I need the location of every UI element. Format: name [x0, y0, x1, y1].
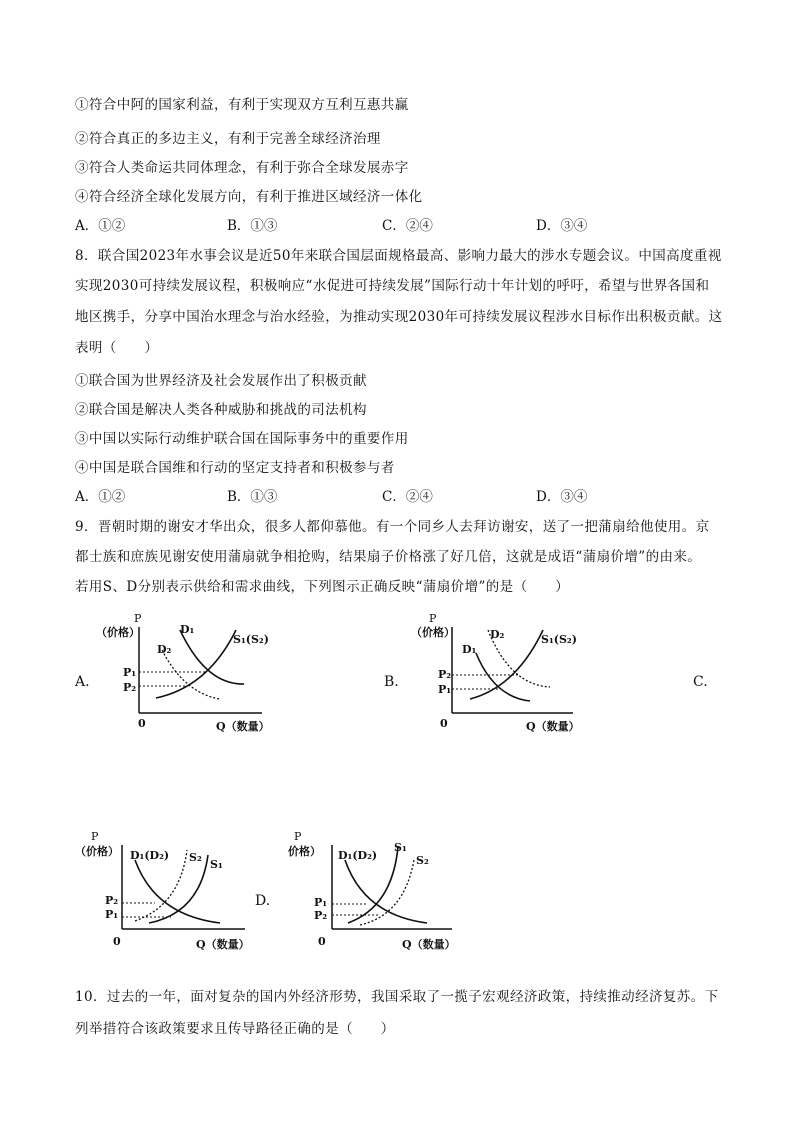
- q7-option-d: D．③④: [536, 218, 588, 234]
- curve-label-d1: D₁: [180, 623, 195, 636]
- quantity-axis-title: Q（数量）: [196, 938, 250, 951]
- curve-label-s2: S₂: [189, 851, 202, 864]
- price-axis-title: P: [91, 830, 99, 843]
- supply-demand-graph-c: [75, 825, 275, 955]
- quantity-axis-title: Q（数量）: [526, 720, 580, 733]
- price-label-p2: P₂: [105, 894, 119, 907]
- price-label-p2: P₂: [123, 681, 137, 694]
- q9-label-c: C.: [693, 674, 708, 690]
- q8-option-b: B．①③: [227, 489, 278, 505]
- price-label-p1: P₁: [123, 666, 137, 679]
- curve-label-d1d2: D₁(D₂): [338, 849, 378, 862]
- q8-statement-3: ③中国以实际行动维护联合国在国际事务中的重要作用: [75, 431, 409, 447]
- q8-statement-2: ②联合国是解决人类各种威胁和挑战的司法机构: [75, 402, 367, 418]
- q8-option-c: C．②④: [382, 489, 433, 505]
- q10-stem-line-2: 列举措符合该政策要求且传导路径正确的是（ ）: [75, 1021, 395, 1037]
- price-axis-unit: 价格）: [288, 845, 321, 858]
- q9-stem-line-3: 若用S、D分别表示供给和需求曲线，下列图示正确反映“蒲扇价增”的是（ ）: [75, 579, 570, 595]
- curve-label-d2: D₂: [157, 643, 172, 656]
- quantity-axis-title: Q（数量）: [402, 938, 456, 951]
- q9-label-a: A.: [75, 674, 90, 690]
- origin-label: 0: [113, 935, 121, 948]
- q7-option-c: C．②④: [382, 218, 433, 234]
- curve-label-d1: D₁: [462, 643, 477, 656]
- price-axis-title: P: [429, 612, 437, 625]
- price-axis-unit: （价格）: [411, 626, 455, 639]
- supply-demand-graph-b: [398, 605, 598, 735]
- q7-statement-3: ③符合人类命运共同体理念，有利于弥合全球发展赤字: [75, 160, 409, 176]
- q9-stem-line-2: 都士族和庶族见谢安使用蒲扇就争相抢购，结果扇子价格涨了好几倍，这就是成语“蒲扇价增”的由来。: [75, 549, 702, 565]
- price-label-p2: P₂: [314, 909, 328, 922]
- curve-label-s1: S₁: [210, 858, 223, 871]
- supply-curve-s1: [156, 630, 236, 698]
- price-axis-unit: （价格）: [96, 626, 140, 639]
- q9-label-d: D.: [255, 893, 271, 909]
- curve-label-s1s2: S₁(S₂): [541, 633, 577, 646]
- origin-label: 0: [318, 935, 326, 948]
- q8-stem-line-4: 表明（ ）: [75, 340, 159, 356]
- price-axis-unit: （价格）: [75, 845, 119, 858]
- curve-label-d2: D₂: [490, 628, 505, 641]
- q7-option-a: A．①②: [75, 218, 126, 234]
- q7-statement-2: ②符合真正的多边主义，有利于完善全球经济治理: [75, 131, 381, 147]
- price-label-p2: P₂: [438, 668, 452, 681]
- q9-stem-line-1: 9．晋朝时期的谢安才华出众，很多人都仰慕他。有一个同乡人去拜访谢安，送了一把蒲扇给他使用。京: [75, 519, 710, 535]
- q8-stem-line-1: 8．联合国2023年水事会议是近50年来联合国层面规格最高、影响力最大的涉水专题会议。中国高度重视: [75, 248, 722, 264]
- q10-stem-line-1: 10．过去的一年，面对复杂的国内外经济形势，我国采取了一揽子宏观经济政策，持续推动经济复苏。下: [75, 989, 719, 1005]
- demand-curve-d1d2: [135, 860, 220, 923]
- supply-demand-graph-d: [282, 825, 482, 955]
- quantity-axis-title: Q（数量）: [216, 720, 270, 733]
- q8-stem-line-2: 实现2030可持续发展议程，积极响应“水促进可持续发展”国际行动十年计划的呼吁，希望与世界各国和: [75, 278, 710, 294]
- q7-statement-4: ④符合经济全球化发展方向，有利于推进区域经济一体化: [75, 189, 423, 205]
- supply-demand-graph-a: [90, 605, 290, 735]
- q7-option-b: B．①③: [227, 218, 278, 234]
- curve-label-d1d2: D₁(D₂): [130, 849, 170, 862]
- q8-stem-line-3: 地区携手，分享中国治水理念与治水经验，为推动实现2030年可持续发展议程涉水目标作出积极贡献。这: [75, 309, 723, 325]
- origin-label: 0: [440, 717, 448, 730]
- price-label-p1: P₁: [105, 908, 119, 921]
- price-axis-title: P: [134, 612, 142, 625]
- q9-label-b: B.: [384, 674, 399, 690]
- price-label-p1: P₁: [438, 683, 452, 696]
- curve-label-s2: S₂: [416, 854, 429, 867]
- q8-statement-1: ①联合国为世界经济及社会发展作出了积极贡献: [75, 373, 367, 389]
- curve-label-s1: S₁: [394, 841, 407, 854]
- curve-label-s1s2: S₁(S₂): [233, 633, 269, 646]
- q8-option-a: A．①②: [75, 489, 126, 505]
- q8-statement-4: ④中国是联合国维和行动的坚定支持者和积极参与者: [75, 460, 395, 476]
- price-label-p1: P₁: [314, 896, 328, 909]
- price-axis-title: P: [294, 830, 302, 843]
- q8-option-d: D．③④: [536, 489, 588, 505]
- demand-curve-d2: [162, 650, 220, 699]
- q7-statement-1: ①符合中阿的国家利益，有利于实现双方互利互惠共赢: [75, 97, 409, 113]
- supply-curve-s1: [149, 855, 208, 923]
- origin-label: 0: [138, 717, 146, 730]
